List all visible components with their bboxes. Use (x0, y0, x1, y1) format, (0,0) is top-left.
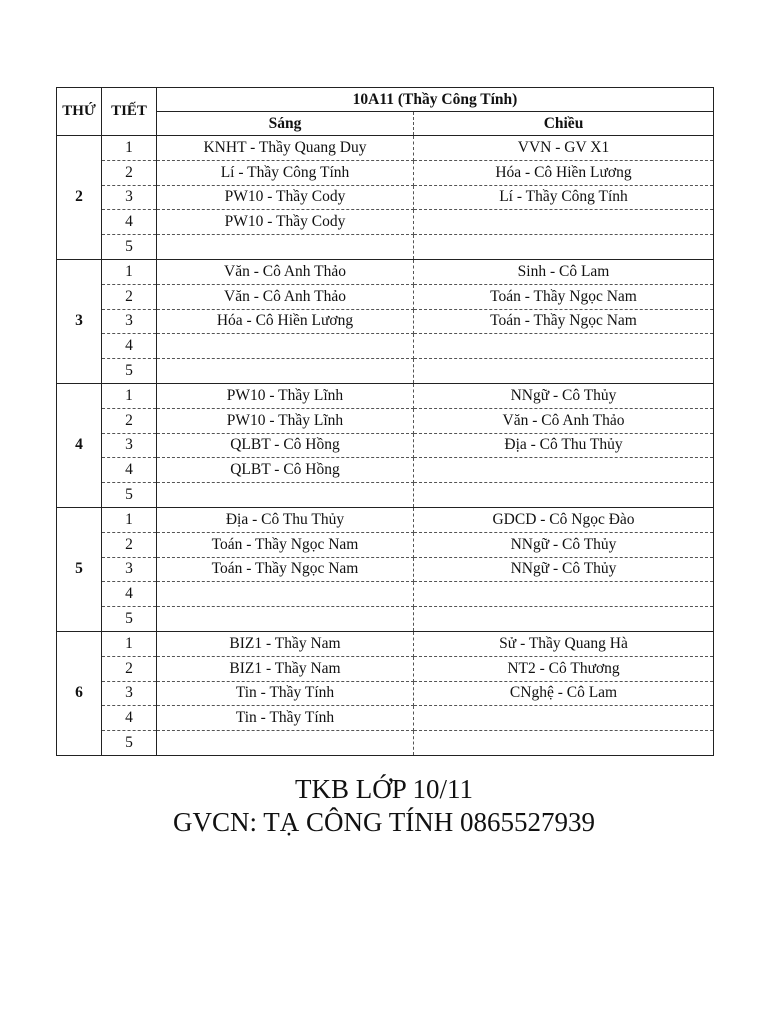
header-tiet: TIẾT (102, 88, 157, 136)
afternoon-subject (414, 334, 714, 359)
morning-subject: PW10 - Thầy Cody (157, 210, 414, 235)
timetable-caption (0, 773, 768, 839)
day-cell: 3 (57, 259, 102, 383)
morning-subject (157, 582, 414, 607)
afternoon-subject: NNgữ - Cô Thủy (414, 532, 714, 557)
morning-subject (157, 359, 414, 384)
afternoon-subject: NT2 - Cô Thương (414, 656, 714, 681)
morning-subject (157, 483, 414, 508)
morning-subject: Toán - Thầy Ngọc Nam (157, 557, 414, 582)
schedule-row (57, 383, 714, 408)
schedule-row (57, 433, 714, 458)
schedule-row (57, 532, 714, 557)
period-number: 2 (102, 408, 157, 433)
morning-subject: BIZ1 - Thầy Nam (157, 631, 414, 656)
day-cell: 2 (57, 136, 102, 260)
period-number: 4 (102, 334, 157, 359)
schedule-row (57, 507, 714, 532)
morning-subject: KNHT - Thầy Quang Duy (157, 136, 414, 161)
caption-homeroom-teacher: GVCN: TẠ CÔNG TÍNH 0865527939 (172, 807, 595, 837)
morning-subject: PW10 - Thầy Cody (157, 185, 414, 210)
period-number: 1 (102, 383, 157, 408)
afternoon-subject (414, 731, 714, 756)
morning-subject: PW10 - Thầy Lĩnh (157, 408, 414, 433)
morning-subject (157, 607, 414, 632)
afternoon-subject: Hóa - Cô Hiền Lương (414, 160, 714, 185)
schedule-row (57, 483, 714, 508)
timetable (56, 87, 714, 756)
period-number: 1 (102, 259, 157, 284)
period-number: 1 (102, 507, 157, 532)
afternoon-subject (414, 235, 714, 260)
day-cell: 4 (57, 383, 102, 507)
period-number: 4 (102, 210, 157, 235)
morning-subject: Hóa - Cô Hiền Lương (157, 309, 414, 334)
header-chieu: Chiều (414, 112, 714, 136)
afternoon-subject (414, 210, 714, 235)
schedule-row (57, 607, 714, 632)
schedule-row (57, 408, 714, 433)
schedule-row (57, 284, 714, 309)
period-number: 4 (102, 706, 157, 731)
afternoon-subject: GDCD - Cô Ngọc Đào (414, 507, 714, 532)
afternoon-subject: VVN - GV X1 (414, 136, 714, 161)
morning-subject (157, 334, 414, 359)
period-number: 3 (102, 557, 157, 582)
schedule-row (57, 681, 714, 706)
period-number: 2 (102, 656, 157, 681)
afternoon-subject (414, 706, 714, 731)
schedule-row (57, 706, 714, 731)
period-number: 4 (102, 458, 157, 483)
afternoon-subject: Sử - Thầy Quang Hà (414, 631, 714, 656)
period-number: 5 (102, 731, 157, 756)
schedule-row (57, 557, 714, 582)
morning-subject: QLBT - Cô Hồng (157, 458, 414, 483)
period-number: 5 (102, 235, 157, 260)
schedule-row (57, 731, 714, 756)
morning-subject: PW10 - Thầy Lĩnh (157, 383, 414, 408)
header-sang: Sáng (157, 112, 414, 136)
period-number: 2 (102, 284, 157, 309)
schedule-row (57, 309, 714, 334)
header-class-title: 10A11 (Thầy Công Tính) (157, 88, 714, 112)
afternoon-subject (414, 483, 714, 508)
day-cell: 6 (57, 631, 102, 755)
schedule-row (57, 210, 714, 235)
morning-subject: Tin - Thầy Tính (157, 681, 414, 706)
morning-subject: QLBT - Cô Hồng (157, 433, 414, 458)
afternoon-subject: Lí - Thầy Công Tính (414, 185, 714, 210)
morning-subject (157, 235, 414, 260)
period-number: 3 (102, 185, 157, 210)
schedule-row (57, 259, 714, 284)
schedule-row (57, 359, 714, 384)
schedule-row (57, 235, 714, 260)
period-number: 5 (102, 359, 157, 384)
period-number: 5 (102, 607, 157, 632)
period-number: 2 (102, 532, 157, 557)
schedule-row (57, 136, 714, 161)
afternoon-subject: Toán - Thầy Ngọc Nam (414, 309, 714, 334)
afternoon-subject (414, 458, 714, 483)
caption-title: TKB LỚP 10/11 (294, 774, 473, 804)
morning-subject (157, 731, 414, 756)
afternoon-subject: Sinh - Cô Lam (414, 259, 714, 284)
afternoon-subject: Văn - Cô Anh Thảo (414, 408, 714, 433)
afternoon-subject: Toán - Thầy Ngọc Nam (414, 284, 714, 309)
afternoon-subject: NNgữ - Cô Thủy (414, 383, 714, 408)
schedule-row (57, 160, 714, 185)
period-number: 3 (102, 433, 157, 458)
afternoon-subject (414, 582, 714, 607)
morning-subject: BIZ1 - Thầy Nam (157, 656, 414, 681)
schedule-row (57, 656, 714, 681)
timetable-body (57, 136, 714, 756)
schedule-row (57, 185, 714, 210)
afternoon-subject: Địa - Cô Thu Thủy (414, 433, 714, 458)
morning-subject: Địa - Cô Thu Thủy (157, 507, 414, 532)
morning-subject: Văn - Cô Anh Thảo (157, 284, 414, 309)
period-number: 2 (102, 160, 157, 185)
morning-subject: Văn - Cô Anh Thảo (157, 259, 414, 284)
period-number: 1 (102, 631, 157, 656)
day-cell: 5 (57, 507, 102, 631)
morning-subject: Toán - Thầy Ngọc Nam (157, 532, 414, 557)
period-number: 4 (102, 582, 157, 607)
period-number: 1 (102, 136, 157, 161)
afternoon-subject: CNghệ - Cô Lam (414, 681, 714, 706)
afternoon-subject (414, 359, 714, 384)
period-number: 3 (102, 681, 157, 706)
morning-subject: Lí - Thầy Công Tính (157, 160, 414, 185)
afternoon-subject: NNgữ - Cô Thủy (414, 557, 714, 582)
period-number: 3 (102, 309, 157, 334)
schedule-row (57, 458, 714, 483)
schedule-row (57, 631, 714, 656)
header-thu: THỨ (57, 88, 102, 136)
morning-subject: Tin - Thầy Tính (157, 706, 414, 731)
period-number: 5 (102, 483, 157, 508)
schedule-row (57, 582, 714, 607)
schedule-row (57, 334, 714, 359)
afternoon-subject (414, 607, 714, 632)
